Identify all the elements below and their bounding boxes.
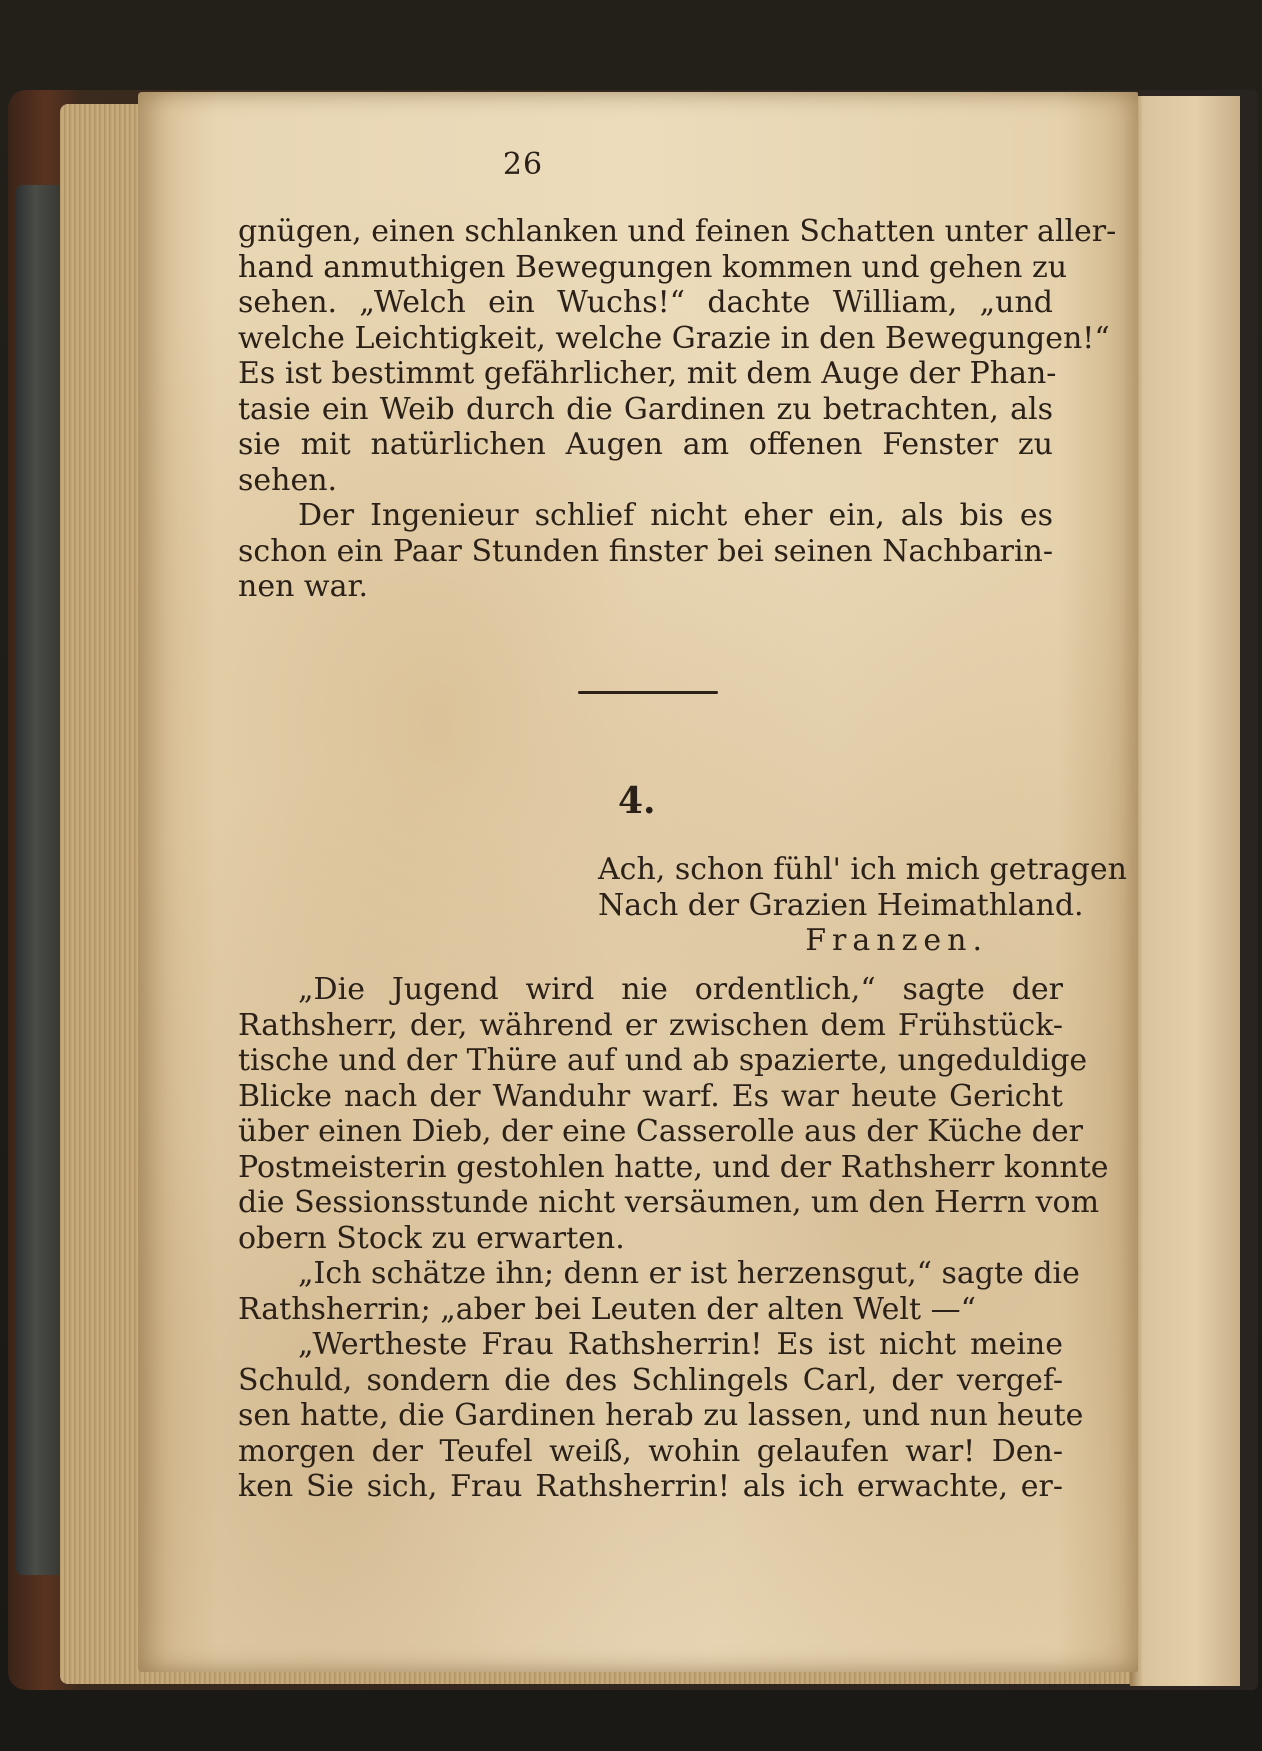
paragraph-block-top xyxy=(238,214,1117,605)
epigraph xyxy=(598,852,1127,959)
text-line: sen hatte, die Gardinen herab zu lassen, und nun heute xyxy=(238,1398,1084,1433)
text-line: sie mit natürlichen Augen am offenen Fenster zu xyxy=(238,427,1053,462)
text-line: über einen Dieb, der eine Casserolle aus der Küche der xyxy=(238,1114,1083,1149)
text-line: nen war. xyxy=(238,569,369,604)
book-spine xyxy=(16,185,64,1575)
text-line: Der Ingenieur schlief nicht eher ein, als bis es xyxy=(298,498,1053,533)
text-line: welche Leichtigkeit, welche Grazie in den Bewegungen!“ xyxy=(238,320,1110,356)
text-line: „Wertheste Frau Rathsherrin! Es ist nicht meine xyxy=(298,1327,1063,1362)
text-line: schon ein Paar Stunden finster bei seinen Nachbarin- xyxy=(238,533,1053,569)
text-line: tische und der Thüre auf und ab spazierte, ungeduldige xyxy=(238,1043,1088,1078)
text-line: „Die Jugend wird nie ordentlich,“ sagte der xyxy=(298,972,1063,1007)
text-line: tasie ein Weib durch die Gardinen zu betrachten, als xyxy=(238,391,1053,427)
text-line: Rathsherrin; „aber bei Leuten der alten Welt —“ xyxy=(238,1291,976,1327)
text-line: ken Sie sich, Frau Rathsherrin! als ich erwachte, er- xyxy=(238,1469,1063,1504)
chapter-number: 4. xyxy=(618,780,656,822)
text-line: sehen. „Welch ein Wuchs!“ dachte William, „und xyxy=(238,285,1053,320)
text-line: obern Stock zu erwarten. xyxy=(238,1220,625,1256)
paragraph-block-bottom xyxy=(238,972,1109,1505)
text-line: „Ich schätze ihn; denn er ist herzensgut,“ sagte die xyxy=(298,1256,1080,1291)
text-line: Postmeisterin gestohlen hatte, und der Rathsherr konnte xyxy=(238,1149,1109,1185)
facing-page-edge xyxy=(1130,96,1240,1686)
section-divider xyxy=(578,691,718,694)
text-line: Rathsherr, der, während er zwischen dem Frühstück- xyxy=(238,1007,1063,1043)
text-line: die Sessionsstunde nicht versäumen, um den Herrn vom xyxy=(238,1185,1100,1220)
text-line: hand anmuthigen Bewegungen kommen und gehen zu xyxy=(238,249,1068,285)
text-line: Es ist bestimmt gefährlicher, mit dem Auge der Phan- xyxy=(238,356,1057,391)
text-line: morgen der Teufel weiß, wohin gelaufen war! Den- xyxy=(238,1433,1063,1469)
page-number: 26 xyxy=(502,147,544,182)
epigraph-line: Ach, schon fühl' ich mich getragen xyxy=(598,852,1127,887)
book-page xyxy=(138,92,1138,1672)
text-line: sehen. xyxy=(238,462,338,498)
epigraph-line: Nach der Grazien Heimathland. xyxy=(598,887,1084,923)
epigraph-attribution: Franzen. xyxy=(805,923,988,958)
text-line: Schuld, sondern die des Schlingels Carl, der vergef- xyxy=(238,1362,1063,1398)
text-line: gnügen, einen schlanken und feinen Schatten unter aller- xyxy=(238,214,1117,249)
text-line: Blicke nach der Wanduhr warf. Es war heute Gericht xyxy=(238,1078,1063,1114)
